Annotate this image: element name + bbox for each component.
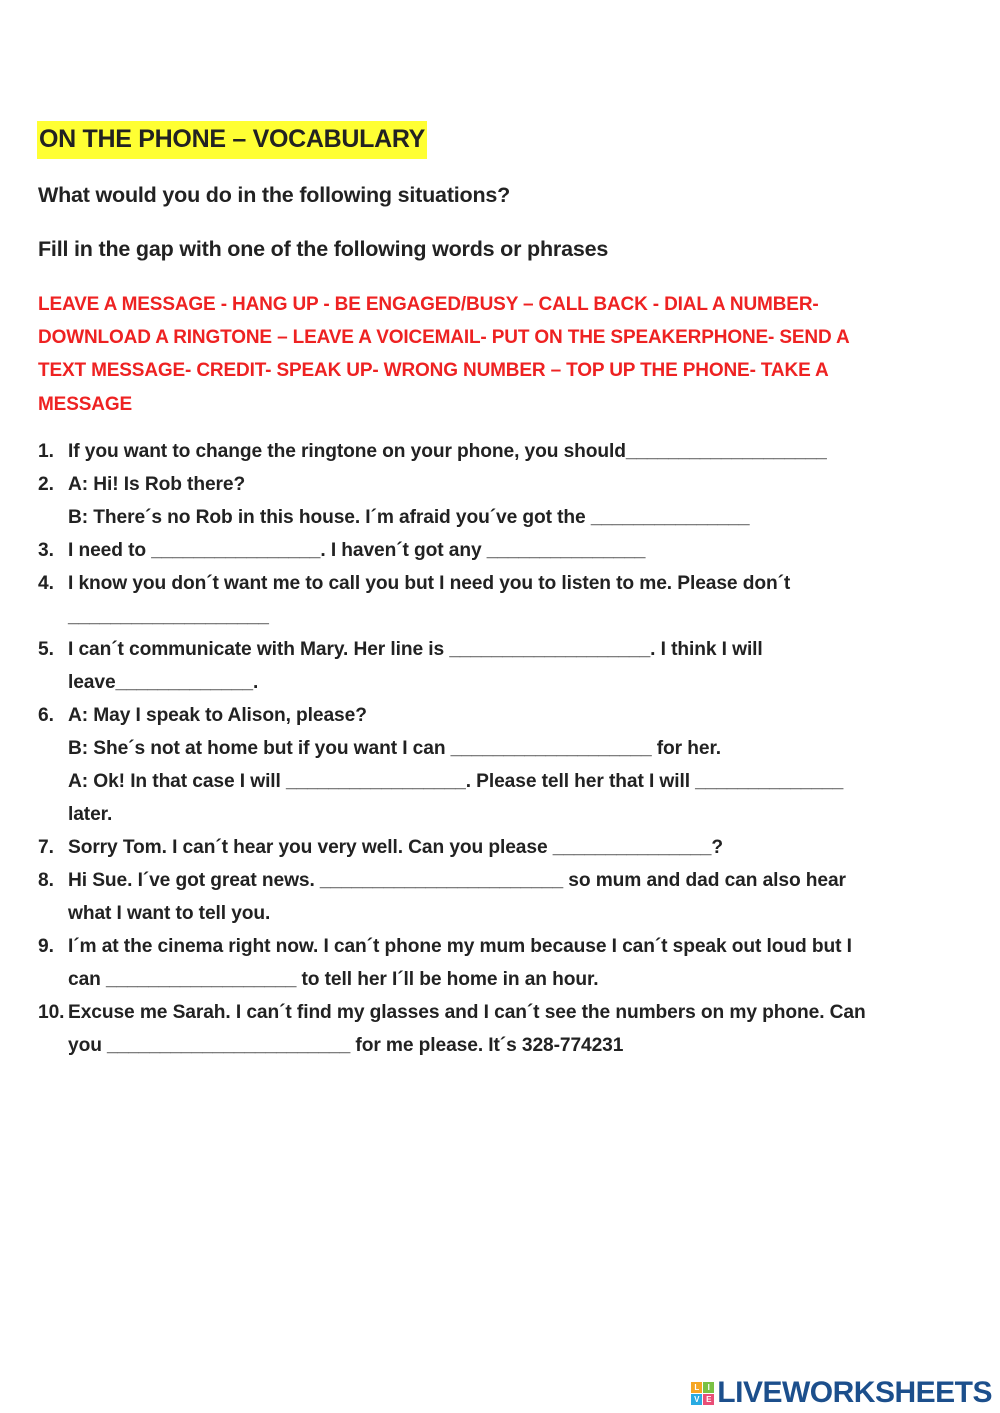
question-item xyxy=(38,930,938,996)
liveworksheets-logo-icon xyxy=(691,1382,714,1405)
question-line: A: May I speak to Alison, please? xyxy=(68,705,367,726)
question-number: 10. xyxy=(38,1002,65,1023)
word-bank: LEAVE A MESSAGE - HANG UP - BE ENGAGED/BUSY – CALL BACK - DIAL A NUMBER- DOWNLOAD A RINGTONE – LEAVE A VOICEMAIL- PUT ON THE SPEAKERPHONE- SEND A TEXT MESSAGE- CREDIT- SPEAK UP- WRONG NUMBER – TOP UP THE PHONE- TAKE A MESSAGE xyxy=(38,294,850,415)
question-item xyxy=(38,633,938,699)
logo-cube: I xyxy=(703,1382,714,1393)
question-line: I´m at the cinema right now. I can´t phone my mum because I can´t speak out loud but I xyxy=(68,936,852,957)
question-line: what I want to tell you. xyxy=(68,903,271,924)
question-line: B: There´s no Rob in this house. I´m afraid you´ve got the _______________ xyxy=(68,507,750,528)
question-line: you _______________________ for me please. It´s 328-774231 xyxy=(68,1035,624,1056)
question-line: leave_____________. xyxy=(68,672,259,693)
question-item xyxy=(38,699,938,831)
question-item xyxy=(38,831,938,864)
question-item xyxy=(38,996,938,1062)
question-number: 1. xyxy=(38,441,54,462)
question-item xyxy=(38,435,938,468)
question-item xyxy=(38,534,938,567)
question-line: I know you don´t want me to call you but I need you to listen to me. Please don´t xyxy=(68,573,791,594)
instruction-situations: What would you do in the following situations? xyxy=(38,183,511,207)
question-list xyxy=(38,435,938,1062)
question-line: I need to ________________. I haven´t got any _______________ xyxy=(68,540,646,561)
question-line: can __________________ to tell her I´ll be home in an hour. xyxy=(68,969,599,990)
instruction-fill-gap: Fill in the gap with one of the following words or phrases xyxy=(38,237,609,261)
question-line: ___________________ xyxy=(68,606,269,627)
question-line: A: Hi! Is Rob there? xyxy=(68,474,246,495)
question-number: 8. xyxy=(38,870,54,891)
question-item xyxy=(38,567,938,633)
question-line: Sorry Tom. I can´t hear you very well. Can you please _______________? xyxy=(68,837,723,858)
question-line: I can´t communicate with Mary. Her line is ___________________. I think I will xyxy=(68,639,763,660)
question-number: 5. xyxy=(38,639,54,660)
question-item xyxy=(38,864,938,930)
page-title: ON THE PHONE – VOCABULARY xyxy=(37,121,427,159)
question-number: 9. xyxy=(38,936,54,957)
question-line: B: She´s not at home but if you want I can ___________________ for her. xyxy=(68,738,721,759)
question-line: If you want to change the ringtone on your phone, you should___________________ xyxy=(68,441,827,462)
question-number: 4. xyxy=(38,573,54,594)
question-number: 7. xyxy=(38,837,54,858)
logo-text: LIVEWORKSHEETS xyxy=(717,1376,992,1409)
question-line: later. xyxy=(68,804,113,825)
question-number: 2. xyxy=(38,474,54,495)
question-item xyxy=(38,468,938,534)
question-line: Hi Sue. I´ve got great news. _______________________ so mum and dad can also hear xyxy=(68,870,846,891)
logo-cube: V xyxy=(691,1394,702,1405)
question-number: 6. xyxy=(38,705,54,726)
question-line: Excuse me Sarah. I can´t find my glasses and I can´t see the numbers on my phone. Can xyxy=(68,1002,866,1023)
logo-cube: E xyxy=(703,1394,714,1405)
logo-cube: L xyxy=(691,1382,702,1393)
question-line: A: Ok! In that case I will _________________. Please tell her that I will ______________ xyxy=(68,771,844,792)
liveworksheets-logo[interactable] xyxy=(691,1375,992,1411)
question-number: 3. xyxy=(38,540,54,561)
